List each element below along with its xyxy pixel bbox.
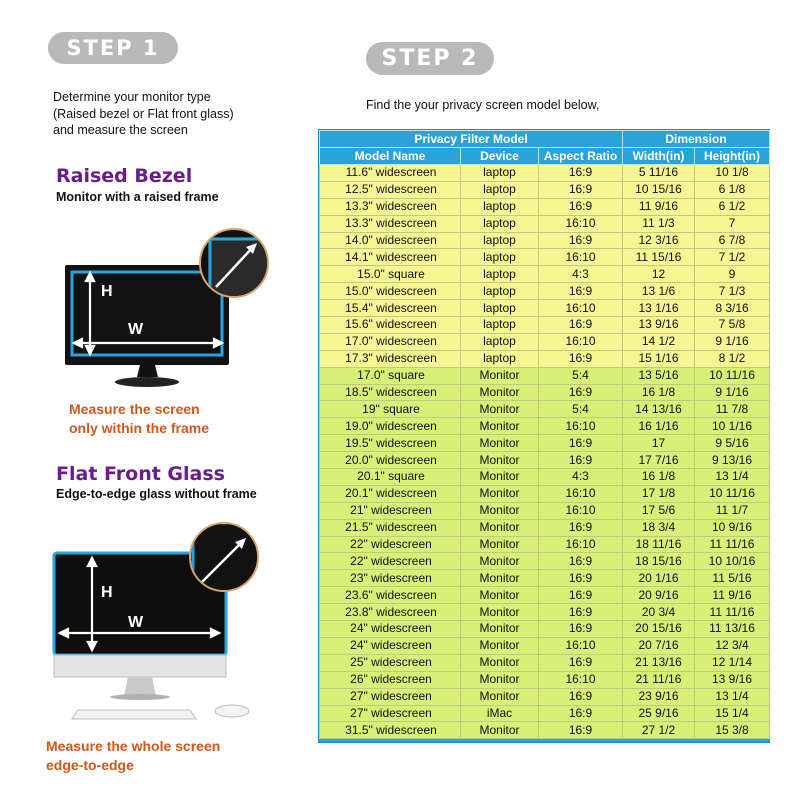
height-cell: 11 9/16 — [695, 587, 770, 604]
height-cell: 6 7/8 — [695, 232, 770, 249]
width-cell: 18 11/16 — [623, 536, 695, 553]
table-row — [320, 215, 770, 232]
table-row — [320, 671, 770, 688]
device-cell: Monitor — [461, 367, 539, 384]
table-row — [320, 604, 770, 621]
model-name-cell: 23" widescreen — [320, 570, 461, 587]
group-header-model: Privacy Filter Model — [320, 131, 623, 148]
height-label: H — [101, 584, 113, 601]
height-cell: 9 1/16 — [695, 333, 770, 350]
height-cell: 12 3/4 — [695, 637, 770, 654]
table-row — [320, 435, 770, 452]
model-name-cell: 21.5" widescreen — [320, 519, 461, 536]
model-name-cell: 14.0" widescreen — [320, 232, 461, 249]
table-row — [320, 536, 770, 553]
width-cell: 20 7/16 — [623, 637, 695, 654]
aspect-ratio-cell: 16:10 — [539, 300, 623, 317]
table-row — [320, 502, 770, 519]
width-cell: 20 15/16 — [623, 621, 695, 638]
table-row — [320, 722, 770, 739]
table-row — [320, 621, 770, 638]
monitor-stand — [137, 365, 158, 377]
note-line: Measure the whole screen — [46, 738, 221, 754]
width-cell: 16 1/8 — [623, 384, 695, 401]
flat-front-glass-subtitle: Edge-to-edge glass without frame — [56, 487, 257, 501]
device-cell: Monitor — [461, 553, 539, 570]
device-cell: Monitor — [461, 485, 539, 502]
device-cell: Monitor — [461, 570, 539, 587]
height-cell: 10 9/16 — [695, 519, 770, 536]
table-row — [320, 367, 770, 384]
note-line: only within the frame — [69, 420, 210, 436]
height-cell: 11 11/16 — [695, 604, 770, 621]
aspect-ratio-cell: 16:9 — [539, 688, 623, 705]
width-cell: 11 15/16 — [623, 249, 695, 266]
note-line: edge-to-edge — [46, 757, 134, 773]
height-cell: 7 1/2 — [695, 249, 770, 266]
height-cell: 15 1/4 — [695, 705, 770, 722]
model-name-cell: 22" widescreen — [320, 536, 461, 553]
width-cell: 14 13/16 — [623, 401, 695, 418]
table-row — [320, 317, 770, 334]
aspect-ratio-cell: 16:9 — [539, 181, 623, 198]
device-cell: Monitor — [461, 519, 539, 536]
height-cell: 9 1/16 — [695, 384, 770, 401]
table-row — [320, 300, 770, 317]
model-name-cell: 24" widescreen — [320, 621, 461, 638]
intro-line: (Raised bezel or Flat front glass) — [53, 106, 234, 121]
device-cell: iMac — [461, 705, 539, 722]
width-cell: 14 1/2 — [623, 333, 695, 350]
width-cell: 17 7/16 — [623, 452, 695, 469]
height-cell: 7 1/3 — [695, 283, 770, 300]
height-cell: 12 1/14 — [695, 654, 770, 671]
model-name-cell: 27" widescreen — [320, 688, 461, 705]
model-name-cell: 13.3" widescreen — [320, 215, 461, 232]
flat-glass-imac-illustration — [50, 520, 270, 725]
aspect-ratio-cell: 16:10 — [539, 418, 623, 435]
width-cell: 10 15/16 — [623, 181, 695, 198]
model-name-cell: 20.1" widescreen — [320, 485, 461, 502]
aspect-ratio-cell: 16:10 — [539, 333, 623, 350]
aspect-ratio-cell: 16:9 — [539, 198, 623, 215]
width-cell: 12 — [623, 266, 695, 283]
device-cell: Monitor — [461, 401, 539, 418]
aspect-ratio-cell: 16:9 — [539, 165, 623, 182]
width-cell: 5 11/16 — [623, 165, 695, 182]
width-cell: 17 — [623, 435, 695, 452]
table-row — [320, 485, 770, 502]
table-row — [320, 418, 770, 435]
device-cell: Monitor — [461, 688, 539, 705]
device-cell: Monitor — [461, 637, 539, 654]
device-cell: Monitor — [461, 435, 539, 452]
keyboard — [72, 710, 196, 719]
height-cell: 11 5/16 — [695, 570, 770, 587]
device-cell: laptop — [461, 232, 539, 249]
aspect-ratio-cell: 16:9 — [539, 621, 623, 638]
height-cell: 10 10/16 — [695, 553, 770, 570]
height-cell: 11 13/16 — [695, 621, 770, 638]
group-header-dimension: Dimension — [623, 131, 770, 148]
model-name-cell: 31.5" widescreen — [320, 722, 461, 739]
width-cell: 20 1/16 — [623, 570, 695, 587]
width-cell: 25 9/16 — [623, 705, 695, 722]
width-cell: 16 1/8 — [623, 469, 695, 486]
height-cell: 13 9/16 — [695, 671, 770, 688]
aspect-ratio-cell: 16:9 — [539, 587, 623, 604]
model-name-cell: 14.1" widescreen — [320, 249, 461, 266]
model-name-cell: 12.5" widescreen — [320, 181, 461, 198]
aspect-ratio-cell: 16:9 — [539, 350, 623, 367]
aspect-ratio-cell: 16:9 — [539, 452, 623, 469]
device-cell: laptop — [461, 317, 539, 334]
height-cell: 9 13/16 — [695, 452, 770, 469]
aspect-ratio-cell: 16:9 — [539, 705, 623, 722]
device-cell: Monitor — [461, 502, 539, 519]
table-row — [320, 198, 770, 215]
model-name-cell: 17.0" square — [320, 367, 461, 384]
table-row — [320, 283, 770, 300]
column-header-device: Device — [461, 148, 539, 165]
aspect-ratio-cell: 4:3 — [539, 469, 623, 486]
aspect-ratio-cell: 16:10 — [539, 671, 623, 688]
raised-bezel-note — [69, 400, 209, 438]
device-cell: laptop — [461, 165, 539, 182]
model-name-cell: 20.0" widescreen — [320, 452, 461, 469]
model-name-cell: 18.5" widescreen — [320, 384, 461, 401]
width-cell: 21 13/16 — [623, 654, 695, 671]
step-2-badge: STEP 2 — [366, 42, 494, 75]
height-cell: 6 1/8 — [695, 181, 770, 198]
model-name-cell: 15.4" widescreen — [320, 300, 461, 317]
model-name-cell: 17.0" widescreen — [320, 333, 461, 350]
model-name-cell: 15.0" square — [320, 266, 461, 283]
width-cell: 27 1/2 — [623, 722, 695, 739]
table-row — [320, 570, 770, 587]
model-name-cell: 11.6" widescreen — [320, 165, 461, 182]
aspect-ratio-cell: 4:3 — [539, 266, 623, 283]
intro-line: and measure the screen — [53, 123, 188, 137]
model-name-cell: 13.3" widescreen — [320, 198, 461, 215]
height-cell: 13 1/4 — [695, 688, 770, 705]
intro-line: Determine your monitor type — [53, 90, 211, 104]
aspect-ratio-cell: 16:9 — [539, 604, 623, 621]
mouse — [215, 705, 249, 717]
model-name-cell: 20.1" square — [320, 469, 461, 486]
height-cell: 7 — [695, 215, 770, 232]
model-name-cell: 19.0" widescreen — [320, 418, 461, 435]
width-cell: 17 5/6 — [623, 502, 695, 519]
aspect-ratio-cell: 16:9 — [539, 553, 623, 570]
raised-bezel-monitor-illustration — [60, 225, 280, 395]
column-header-width: Width(in) — [623, 148, 695, 165]
width-cell: 17 1/8 — [623, 485, 695, 502]
width-label: W — [128, 321, 144, 338]
height-label: H — [101, 283, 113, 300]
table-row — [320, 469, 770, 486]
model-name-cell: 25" widescreen — [320, 654, 461, 671]
aspect-ratio-cell: 16:9 — [539, 317, 623, 334]
width-cell: 13 5/16 — [623, 367, 695, 384]
height-cell: 6 1/2 — [695, 198, 770, 215]
device-cell: laptop — [461, 300, 539, 317]
table-row — [320, 384, 770, 401]
raised-bezel-title: Raised Bezel — [56, 165, 193, 187]
width-cell: 11 9/16 — [623, 198, 695, 215]
width-cell: 13 1/6 — [623, 283, 695, 300]
note-line: Measure the screen — [69, 401, 200, 417]
intro-instructions — [53, 89, 313, 139]
width-cell: 21 11/16 — [623, 671, 695, 688]
model-name-cell: 22" widescreen — [320, 553, 461, 570]
monitor-base — [115, 377, 179, 387]
aspect-ratio-cell: 16:10 — [539, 215, 623, 232]
height-cell: 10 11/16 — [695, 485, 770, 502]
table-row — [320, 688, 770, 705]
imac-base — [110, 694, 170, 700]
device-cell: Monitor — [461, 536, 539, 553]
aspect-ratio-cell: 16:10 — [539, 502, 623, 519]
height-cell: 11 11/16 — [695, 536, 770, 553]
device-cell: Monitor — [461, 418, 539, 435]
height-cell: 9 — [695, 266, 770, 283]
aspect-ratio-cell: 16:9 — [539, 654, 623, 671]
width-cell: 11 1/3 — [623, 215, 695, 232]
table-row — [320, 350, 770, 367]
device-cell: Monitor — [461, 621, 539, 638]
table-row — [320, 705, 770, 722]
height-cell: 10 11/16 — [695, 367, 770, 384]
device-cell: Monitor — [461, 604, 539, 621]
table-row — [320, 519, 770, 536]
table-row — [320, 266, 770, 283]
aspect-ratio-cell: 5:4 — [539, 367, 623, 384]
aspect-ratio-cell: 16:9 — [539, 570, 623, 587]
model-name-cell: 23.6" widescreen — [320, 587, 461, 604]
width-label: W — [128, 614, 144, 631]
table-row — [320, 249, 770, 266]
flat-front-glass-note — [46, 737, 220, 775]
device-cell: laptop — [461, 215, 539, 232]
flat-front-glass-title: Flat Front Glass — [56, 463, 225, 485]
width-cell: 18 3/4 — [623, 519, 695, 536]
width-cell: 15 1/16 — [623, 350, 695, 367]
table-row — [320, 452, 770, 469]
width-cell: 23 9/16 — [623, 688, 695, 705]
height-cell: 8 1/2 — [695, 350, 770, 367]
table-row — [320, 401, 770, 418]
model-name-cell: 15.0" widescreen — [320, 283, 461, 300]
model-name-cell: 24" widescreen — [320, 637, 461, 654]
device-cell: Monitor — [461, 654, 539, 671]
table-body — [320, 165, 770, 739]
aspect-ratio-cell: 16:10 — [539, 536, 623, 553]
table-row — [320, 553, 770, 570]
aspect-ratio-cell: 5:4 — [539, 401, 623, 418]
raised-bezel-subtitle: Monitor with a raised frame — [56, 190, 219, 204]
device-cell: laptop — [461, 249, 539, 266]
aspect-ratio-cell: 16:9 — [539, 384, 623, 401]
aspect-ratio-cell: 16:9 — [539, 722, 623, 739]
aspect-ratio-cell: 16:9 — [539, 435, 623, 452]
model-name-cell: 27" widescreen — [320, 705, 461, 722]
table-row — [320, 232, 770, 249]
device-cell: laptop — [461, 198, 539, 215]
device-cell: laptop — [461, 283, 539, 300]
aspect-ratio-cell: 16:10 — [539, 249, 623, 266]
width-cell: 13 1/16 — [623, 300, 695, 317]
imac-chin — [54, 655, 226, 677]
device-cell: Monitor — [461, 469, 539, 486]
width-cell: 12 3/16 — [623, 232, 695, 249]
model-name-cell: 21" widescreen — [320, 502, 461, 519]
model-name-cell: 19.5" widescreen — [320, 435, 461, 452]
aspect-ratio-cell: 16:9 — [539, 283, 623, 300]
height-cell: 11 7/8 — [695, 401, 770, 418]
device-cell: Monitor — [461, 587, 539, 604]
width-cell: 18 15/16 — [623, 553, 695, 570]
step-1-badge: STEP 1 — [48, 32, 178, 64]
device-cell: Monitor — [461, 452, 539, 469]
height-cell: 7 5/8 — [695, 317, 770, 334]
device-cell: Monitor — [461, 671, 539, 688]
table-row — [320, 333, 770, 350]
width-cell: 20 3/4 — [623, 604, 695, 621]
table-row — [320, 181, 770, 198]
height-cell: 10 1/8 — [695, 165, 770, 182]
table-row — [320, 637, 770, 654]
table-row — [320, 654, 770, 671]
model-name-cell: 15.6" widescreen — [320, 317, 461, 334]
model-name-cell: 19" square — [320, 401, 461, 418]
height-cell: 8 3/16 — [695, 300, 770, 317]
model-name-cell: 17.3" widescreen — [320, 350, 461, 367]
aspect-ratio-cell: 16:9 — [539, 232, 623, 249]
column-header-height: Height(in) — [695, 148, 770, 165]
height-cell: 13 1/4 — [695, 469, 770, 486]
width-cell: 20 9/16 — [623, 587, 695, 604]
model-name-cell: 23.8" widescreen — [320, 604, 461, 621]
height-cell: 15 3/8 — [695, 722, 770, 739]
aspect-ratio-cell: 16:10 — [539, 485, 623, 502]
column-header-aspect-ratio: Aspect Ratio — [539, 148, 623, 165]
height-cell: 11 1/7 — [695, 502, 770, 519]
device-cell: Monitor — [461, 384, 539, 401]
model-name-cell: 26" widescreen — [320, 671, 461, 688]
device-cell: laptop — [461, 333, 539, 350]
aspect-ratio-cell: 16:10 — [539, 637, 623, 654]
table-row — [320, 587, 770, 604]
device-cell: laptop — [461, 266, 539, 283]
find-model-text: Find the your privacy screen model below, — [366, 98, 600, 112]
table-row — [320, 165, 770, 182]
height-cell: 9 5/16 — [695, 435, 770, 452]
device-cell: Monitor — [461, 722, 539, 739]
width-cell: 16 1/16 — [623, 418, 695, 435]
height-cell: 10 1/16 — [695, 418, 770, 435]
device-cell: laptop — [461, 350, 539, 367]
aspect-ratio-cell: 16:9 — [539, 519, 623, 536]
device-cell: laptop — [461, 181, 539, 198]
privacy-filter-size-table — [318, 129, 770, 743]
column-header-model-name: Model Name — [320, 148, 461, 165]
imac-stand — [124, 677, 156, 696]
width-cell: 13 9/16 — [623, 317, 695, 334]
